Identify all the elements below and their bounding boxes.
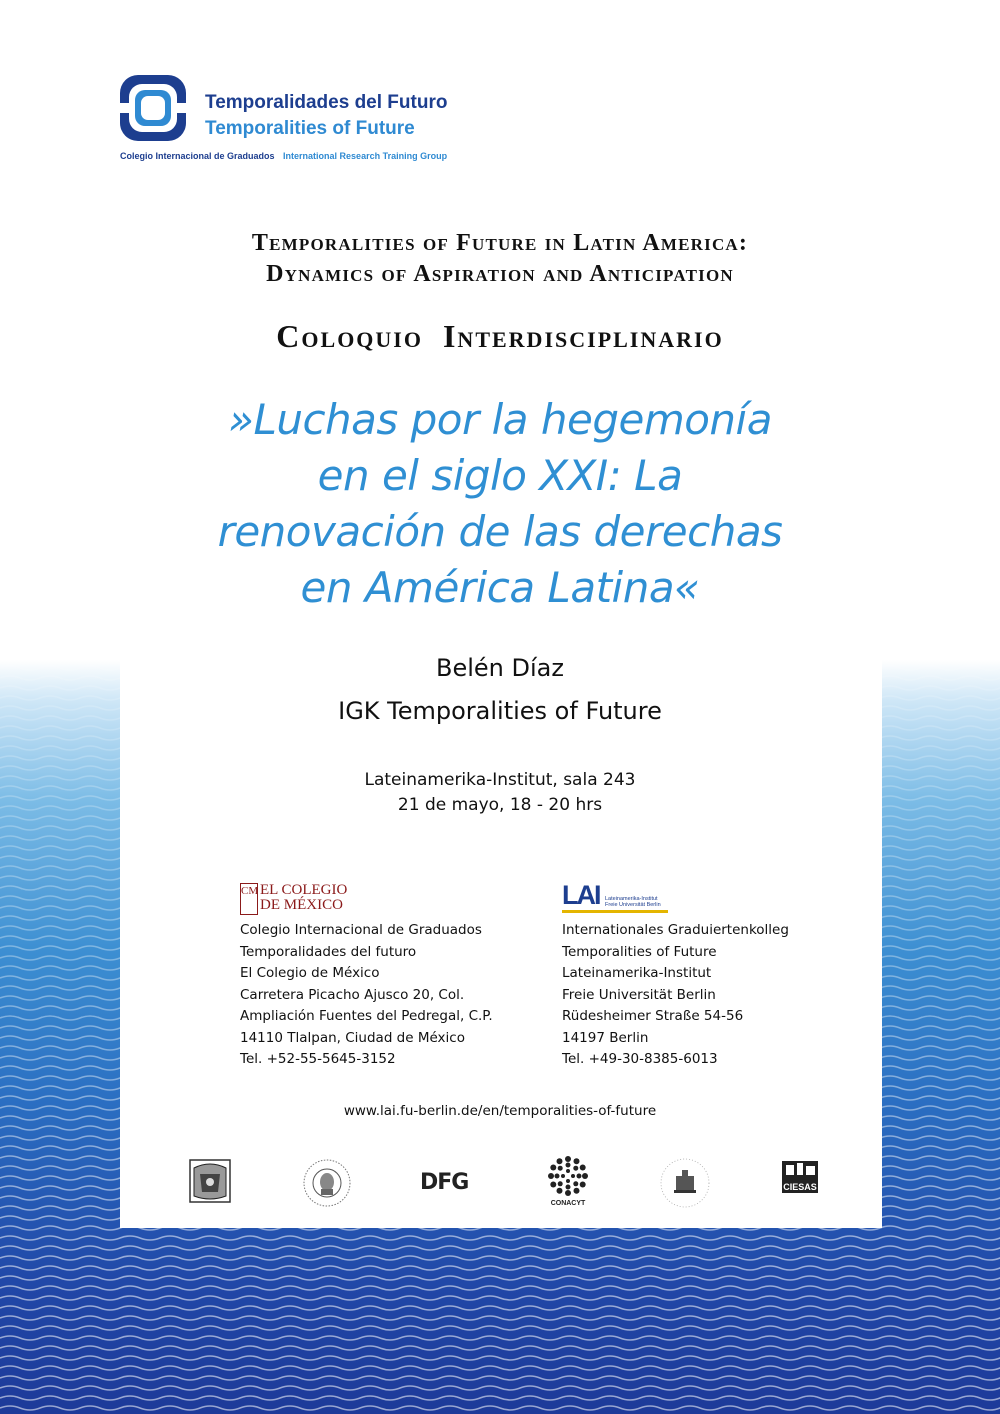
conacyt-logo-text: CONACYT <box>550 1200 586 1207</box>
talk-title-line2: en el siglo XXI: La <box>317 451 683 500</box>
wave-line <box>0 1296 1000 1300</box>
address-line: Ampliación Fuentes del Pedregal, C.P. <box>240 1008 493 1024</box>
humboldt-seal-icon <box>302 1158 352 1208</box>
venue-place: Lateinamerika-Institut, sala 243 <box>364 770 636 790</box>
logo-subtitle <box>120 151 447 161</box>
dfg-logo <box>420 1170 480 1220</box>
wave-line <box>0 1306 1000 1310</box>
colmex-monogram: CM <box>240 883 258 915</box>
wave-line <box>0 1246 1000 1250</box>
wave-line <box>0 1376 1000 1380</box>
address-phone: Tel. +49-30-8385-6013 <box>562 1051 718 1067</box>
speaker-affiliation: IGK Temporalities of Future <box>338 697 662 725</box>
wave-line <box>0 1346 1000 1350</box>
logo-title-es: Temporalidades del Futuro <box>205 92 448 113</box>
conacyt-logo <box>543 1156 593 1206</box>
unam-logo <box>188 1158 232 1208</box>
address-line: Colegio Internacional de Graduados <box>240 922 482 938</box>
talk-title-line1: »Luchas por la hegemonía <box>228 395 772 444</box>
ciesas-logo-text: CIESAS <box>783 1182 817 1192</box>
talk-title-line4: en América Latina« <box>300 563 700 612</box>
venue-datetime: 21 de mayo, 18 - 20 hrs <box>397 795 603 815</box>
wave-line <box>0 1406 1000 1410</box>
wave-line <box>0 1286 1000 1290</box>
talk-title-line3: renovación de las derechas <box>217 507 783 556</box>
speaker-name: Belén Díaz <box>436 654 564 682</box>
logo-title-en: Temporalities of Future <box>205 118 415 139</box>
lai-logo-text: LAI <box>562 880 600 910</box>
wave-line <box>0 1396 1000 1400</box>
address-line: Carretera Picacho Ajusco 20, Col. <box>240 986 465 1003</box>
wave-line <box>0 1256 1000 1260</box>
address-line: Temporalities of Future <box>562 943 717 960</box>
potsdam-seal-icon <box>658 1156 712 1210</box>
address-phone: Tel. +52-55-5645-3152 <box>240 1051 396 1067</box>
wave-line <box>0 1266 1000 1270</box>
program-title-line1: Temporalities of Future in Latin America: <box>251 230 749 256</box>
header-logo <box>120 75 490 165</box>
address-line: 14197 Berlin <box>562 1029 649 1046</box>
logo-subtitle-es: Colegio Internacional de Graduados <box>120 151 275 161</box>
lai-logo-underline <box>562 910 668 913</box>
dfg-logo-text: DFG <box>420 1170 469 1195</box>
colmex-address <box>240 920 493 1071</box>
address-line: Rüdesheimer Straße 54-56 <box>562 1008 744 1024</box>
wave-line <box>0 1326 1000 1330</box>
lai-logo <box>562 881 682 915</box>
ciesas-logo <box>781 1160 819 1210</box>
address-line: El Colegio de México <box>240 965 380 981</box>
address-line: Temporalidades del futuro <box>240 943 417 960</box>
lai-logo-sub1: Lateinamerika-Institut <box>605 896 658 902</box>
program-title-line2: Dynamics of Aspiration and Anticipation <box>266 261 734 287</box>
wave-line <box>0 1356 1000 1360</box>
colmex-logo-line2: DE MÉXICO <box>260 897 343 913</box>
colmex-logo-line1: EL COLEGIO <box>260 882 348 898</box>
wave-line <box>0 1316 1000 1320</box>
potsdam-logo <box>658 1156 712 1206</box>
address-line: 14110 Tlalpan, Ciudad de México <box>240 1029 465 1046</box>
lai-address <box>562 920 789 1071</box>
conacyt-dots-icon <box>543 1156 593 1196</box>
temporalities-logo-icon <box>120 75 186 141</box>
wave-line <box>0 1336 1000 1340</box>
address-line: Internationales Graduiertenkolleg <box>562 922 789 938</box>
address-line: Freie Universität Berlin <box>562 986 716 1003</box>
logo-subtitle-en: International Research Training Group <box>283 151 448 161</box>
lai-logo-sub2: Freie Universität Berlin <box>605 902 661 908</box>
wave-line <box>0 1386 1000 1390</box>
wave-line <box>0 1366 1000 1370</box>
humboldt-logo <box>302 1158 352 1208</box>
wave-line <box>0 1236 1000 1240</box>
wave-line <box>0 1276 1000 1280</box>
colmex-logo <box>240 883 380 915</box>
address-line: Lateinamerika-Institut <box>562 965 712 981</box>
event-type: Coloquio Interdisciplinario <box>276 318 724 354</box>
website-link[interactable]: www.lai.fu-berlin.de/en/temporalities-of-future <box>343 1103 657 1119</box>
unam-seal-icon <box>188 1158 232 1204</box>
